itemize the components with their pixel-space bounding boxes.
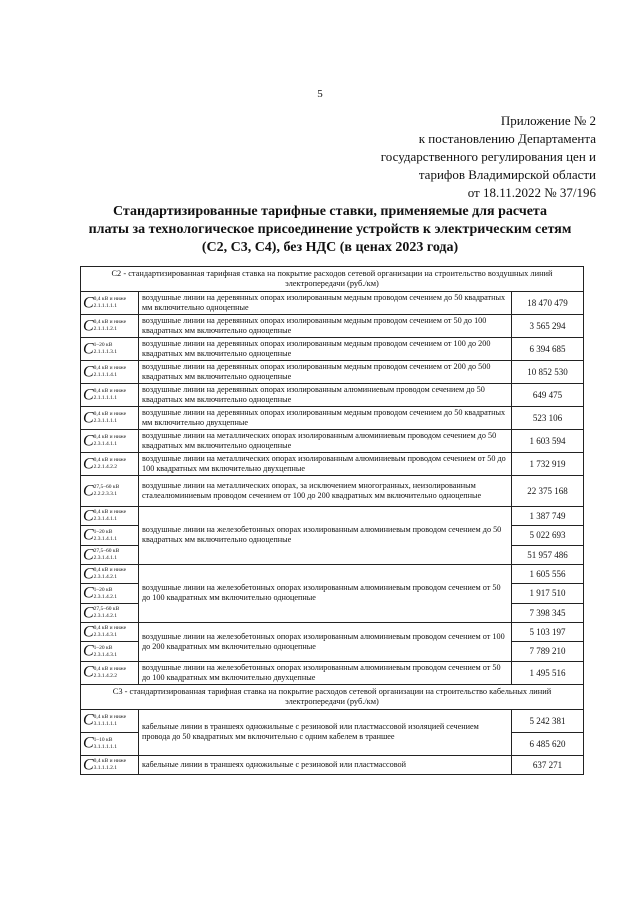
row-description: воздушные линии на деревянных опорах изолированным алюминиевым проводом сечением до 50 квадратных мм включительно одноцепные	[139, 384, 512, 407]
row-value: 51 957 486	[511, 545, 583, 564]
row-value: 1 732 919	[511, 453, 583, 476]
row-value: 7 789 210	[511, 642, 583, 661]
tariff-index-number: 2.3.1.4.2.2	[93, 672, 118, 679]
row-description: воздушные линии на деревянных опорах изолированным медным проводом сечением до 50 квадратных мм включительно одноцепные	[139, 292, 512, 315]
tariff-code	[81, 476, 139, 507]
tariff-index	[94, 714, 126, 728]
tariff-symbol: C	[83, 317, 94, 335]
tariff-index	[94, 434, 126, 448]
row-description: воздушные линии на железобетонных опорах изолированным алюминиевым проводом сечением от 50 до 100 квадратных мм включительно двухцепные	[139, 661, 512, 684]
tariff-code	[81, 755, 139, 774]
tariff-index-number: 3.1.1.1.1.1	[93, 720, 118, 727]
tariff-index-number: 2.1.1.1.3.1	[93, 349, 118, 356]
tariff-index-number: 2.3.1.4.2.1	[93, 612, 118, 619]
table-row	[81, 476, 584, 507]
voltage-class: 1–20 кВ	[93, 342, 113, 349]
voltage-class: 27,5–60 кВ	[93, 605, 120, 612]
row-value: 5 022 693	[511, 526, 583, 545]
tariff-code	[81, 564, 139, 583]
row-description: воздушные линии на железобетонных опорах изолированным алюминиевым проводом сечением от 100 до 200 квадратных мм включительно одноцепные	[139, 622, 512, 661]
table-row	[81, 622, 584, 641]
tariff-index-number: 2.3.1.4.1.1	[93, 516, 118, 523]
table-row	[81, 661, 584, 684]
voltage-class: 1–10 кВ	[93, 736, 113, 743]
row-description: кабельные линии в траншеях одножильные с резиновой или пластмассовой	[139, 755, 512, 774]
document-title	[70, 203, 590, 257]
voltage-class: 0,4 кВ и ниже	[93, 757, 127, 764]
title-line: платы за технологическое присоединение устройств к электрическим сетям	[88, 222, 572, 237]
row-value: 523 106	[511, 407, 583, 430]
table-row	[81, 709, 584, 732]
row-value: 1 605 556	[511, 564, 583, 583]
tariff-symbol: C	[83, 526, 94, 544]
row-description: воздушные линии на металлических опорах изолированным алюминиевым проводом сечением от 50 до 100 квадратных мм включительно двухцепные	[139, 453, 512, 476]
row-description: воздушные линии на деревянных опорах изолированным медным проводом сечением от 100 до 200 квадратных мм включительно одноцепные	[139, 338, 512, 361]
row-value: 1 495 516	[511, 661, 583, 684]
tariff-code	[81, 430, 139, 453]
table-row	[81, 292, 584, 315]
tariff-index	[94, 625, 126, 639]
section-c3-caption: С3 - стандартизированная тарифная ставка на покрытие расходов сетевой организации на строительство кабельных линий электропередачи (руб./км)	[81, 684, 584, 709]
annex-line: государственного регулирования цен и	[380, 149, 596, 164]
tariff-symbol: C	[83, 734, 94, 752]
table-row	[81, 755, 584, 774]
table-row	[81, 453, 584, 476]
tariff-index	[94, 666, 126, 680]
voltage-class: 0,4 кВ и ниже	[93, 457, 127, 464]
tariff-symbol: C	[83, 565, 94, 583]
tariff-index	[94, 484, 120, 498]
row-value: 5 103 197	[511, 622, 583, 641]
voltage-class: 0,4 кВ и ниже	[93, 319, 127, 326]
tariff-index-number: 2.1.1.1.2.1	[93, 326, 118, 333]
tariff-index	[94, 388, 126, 402]
voltage-class: 0,4 кВ и ниже	[93, 388, 127, 395]
voltage-class: 1–20 кВ	[93, 586, 113, 593]
voltage-class: 1–20 кВ	[93, 528, 113, 535]
tariff-code	[81, 338, 139, 361]
tariff-symbol: C	[83, 482, 94, 500]
row-value: 649 475	[511, 384, 583, 407]
table-row	[81, 430, 584, 453]
tariff-symbol: C	[83, 386, 94, 404]
row-value: 1 387 749	[511, 507, 583, 526]
voltage-class: 1–20 кВ	[93, 644, 113, 651]
tariff-symbol: C	[83, 755, 94, 773]
tariff-index	[94, 365, 126, 379]
voltage-class: 0,4 кВ и ниже	[93, 509, 127, 516]
voltage-class: 0,4 кВ и ниже	[93, 411, 127, 418]
row-description: воздушные линии на металлических опорах изолированным алюминиевым проводом сечением до 50 квадратных мм включительно одноцепные	[139, 430, 512, 453]
tariff-code	[81, 507, 139, 526]
section-c2-caption: С2 - стандартизированная тарифная ставка на покрытие расходов сетевой организации на строительство воздушных линий электропередачи (руб./км)	[81, 267, 584, 292]
row-value: 5 242 381	[511, 709, 583, 732]
tariff-code	[81, 709, 139, 732]
tariff-symbol: C	[83, 363, 94, 381]
tariff-index	[94, 587, 117, 601]
tariff-symbol: C	[83, 340, 94, 358]
tariff-index-number: 2.3.1.4.1.1	[93, 535, 118, 542]
row-value: 10 852 530	[511, 361, 583, 384]
row-description: воздушные линии на деревянных опорах изолированным медным проводом сечением от 200 до 500 квадратных мм включительно одноцепные	[139, 361, 512, 384]
row-value: 22 375 168	[511, 476, 583, 507]
tariff-index-number: 2.1.1.1.1.1	[93, 395, 118, 402]
row-value: 3 565 294	[511, 315, 583, 338]
table-row	[81, 338, 584, 361]
tariff-symbol: C	[83, 507, 94, 525]
tariff-index-number: 2.3.1.4.1.1	[93, 554, 118, 561]
tariff-table	[80, 266, 584, 775]
tariff-symbol: C	[83, 545, 94, 563]
row-description: кабельные линии в траншеях одножильные с резиновой или пластмассовой изоляцией сечением провода до 50 квадратных мм включительно с одним кабелем в траншее	[139, 709, 512, 755]
tariff-index-number: 3.1.1.1.1.1	[93, 743, 118, 750]
annex-line: Приложение № 2	[500, 113, 596, 128]
section-header-row	[81, 267, 584, 292]
tariff-index-number: 2.3.1.4.2.1	[93, 574, 118, 581]
tariff-index	[94, 411, 126, 425]
tariff-index	[94, 529, 117, 543]
row-description: воздушные линии на деревянных опорах изолированным медным проводом сечением до 50 квадратных мм включительно двухцепные	[139, 407, 512, 430]
tariff-symbol: C	[83, 409, 94, 427]
voltage-class: 27,5–60 кВ	[93, 547, 120, 554]
tariff-symbol: C	[83, 294, 94, 312]
row-description: воздушные линии на железобетонных опорах изолированным алюминиевым проводом сечением до 50 квадратных мм включительно одноцепные	[139, 507, 512, 565]
voltage-class: 0,4 кВ и ниже	[93, 625, 127, 632]
tariff-code	[81, 732, 139, 755]
voltage-class: 0,4 кВ и ниже	[93, 434, 127, 441]
tariff-symbol: C	[83, 603, 94, 621]
row-description: воздушные линии на металлических опорах, за исключением многогранных, неизолированным сталеалюминиевым проводом сечением от 100 до 200 квадратных мм включительно одноцепные	[139, 476, 512, 507]
tariff-index	[94, 319, 126, 333]
table-row	[81, 361, 584, 384]
tariff-index	[94, 509, 126, 523]
tariff-index-number: 2.2.1.4.2.2	[93, 464, 118, 471]
tariff-code	[81, 661, 139, 684]
voltage-class: 0,4 кВ и ниже	[93, 713, 127, 720]
row-value: 7 398 345	[511, 603, 583, 622]
annex-line: к постановлению Департамента	[418, 131, 596, 146]
tariff-index-number: 2.2.2.3.3.1	[93, 491, 118, 498]
annex-line: от 18.11.2022 № 37/196	[467, 185, 596, 200]
tariff-index-number: 2.3.1.1.1.1	[93, 418, 118, 425]
tariff-code	[81, 526, 139, 545]
tariff-code	[81, 603, 139, 622]
tariff-index	[94, 567, 126, 581]
tariff-index-number: 3.1.1.1.2.1	[93, 764, 118, 771]
section-header-row	[81, 684, 584, 709]
tariff-index	[94, 758, 126, 772]
row-value: 1 603 594	[511, 430, 583, 453]
voltage-class: 27,5–60 кВ	[93, 484, 120, 491]
tariff-code	[81, 545, 139, 564]
tariff-symbol: C	[83, 642, 94, 660]
tariff-index-number: 2.3.1.4.3.1	[93, 651, 118, 658]
row-value: 637 271	[511, 755, 583, 774]
tariff-index	[94, 645, 117, 659]
title-line: Стандартизированные тарифные ставки, применяемые для расчета	[113, 204, 547, 219]
tariff-code	[81, 361, 139, 384]
tariff-symbol: C	[83, 432, 94, 450]
page-number: 5	[317, 88, 323, 100]
row-value: 18 470 479	[511, 292, 583, 315]
row-value: 6 394 685	[511, 338, 583, 361]
row-description: воздушные линии на железобетонных опорах изолированным алюминиевым проводом сечением от 50 до 100 квадратных мм включительно одноцепные	[139, 564, 512, 622]
annex-header	[316, 112, 596, 202]
tariff-index-number: 2.3.1.4.1.1	[93, 441, 118, 448]
tariff-index-number: 2.1.1.1.1.1	[93, 303, 118, 310]
tariff-code	[81, 642, 139, 661]
tariff-symbol: C	[83, 455, 94, 473]
tariff-code	[81, 584, 139, 603]
tariff-index	[94, 606, 120, 620]
tariff-index-number: 2.3.1.4.2.1	[93, 593, 118, 600]
tariff-index	[94, 457, 126, 471]
annex-line: тарифов Владимирской области	[418, 167, 596, 182]
tariff-symbol: C	[83, 711, 94, 729]
voltage-class: 0,4 кВ и ниже	[93, 567, 127, 574]
tariff-index	[94, 342, 117, 356]
row-value: 6 485 620	[511, 732, 583, 755]
table-row	[81, 407, 584, 430]
title-line: (С2, С3, С4), без НДС (в ценах 2023 года)	[201, 240, 459, 255]
row-value: 1 917 510	[511, 584, 583, 603]
tariff-code	[81, 622, 139, 641]
tariff-index-number: 2.1.1.1.4.1	[93, 372, 118, 379]
tariff-index	[94, 548, 120, 562]
voltage-class: 0,4 кВ и ниже	[93, 296, 127, 303]
table-row	[81, 384, 584, 407]
tariff-index-number: 2.3.1.4.3.1	[93, 632, 118, 639]
row-description: воздушные линии на деревянных опорах изолированным медным проводом сечением от 50 до 100 квадратных мм включительно одноцепные	[139, 315, 512, 338]
voltage-class: 0,4 кВ и ниже	[93, 665, 127, 672]
tariff-symbol: C	[83, 663, 94, 681]
tariff-index	[94, 737, 117, 751]
tariff-symbol: C	[83, 623, 94, 641]
tariff-code	[81, 384, 139, 407]
tariff-code	[81, 292, 139, 315]
table-row	[81, 507, 584, 526]
tariff-symbol: C	[83, 584, 94, 602]
tariff-code	[81, 315, 139, 338]
table-row	[81, 564, 584, 583]
tariff-code	[81, 407, 139, 430]
voltage-class: 0,4 кВ и ниже	[93, 365, 127, 372]
table-row	[81, 315, 584, 338]
tariff-index	[94, 296, 126, 310]
tariff-code	[81, 453, 139, 476]
